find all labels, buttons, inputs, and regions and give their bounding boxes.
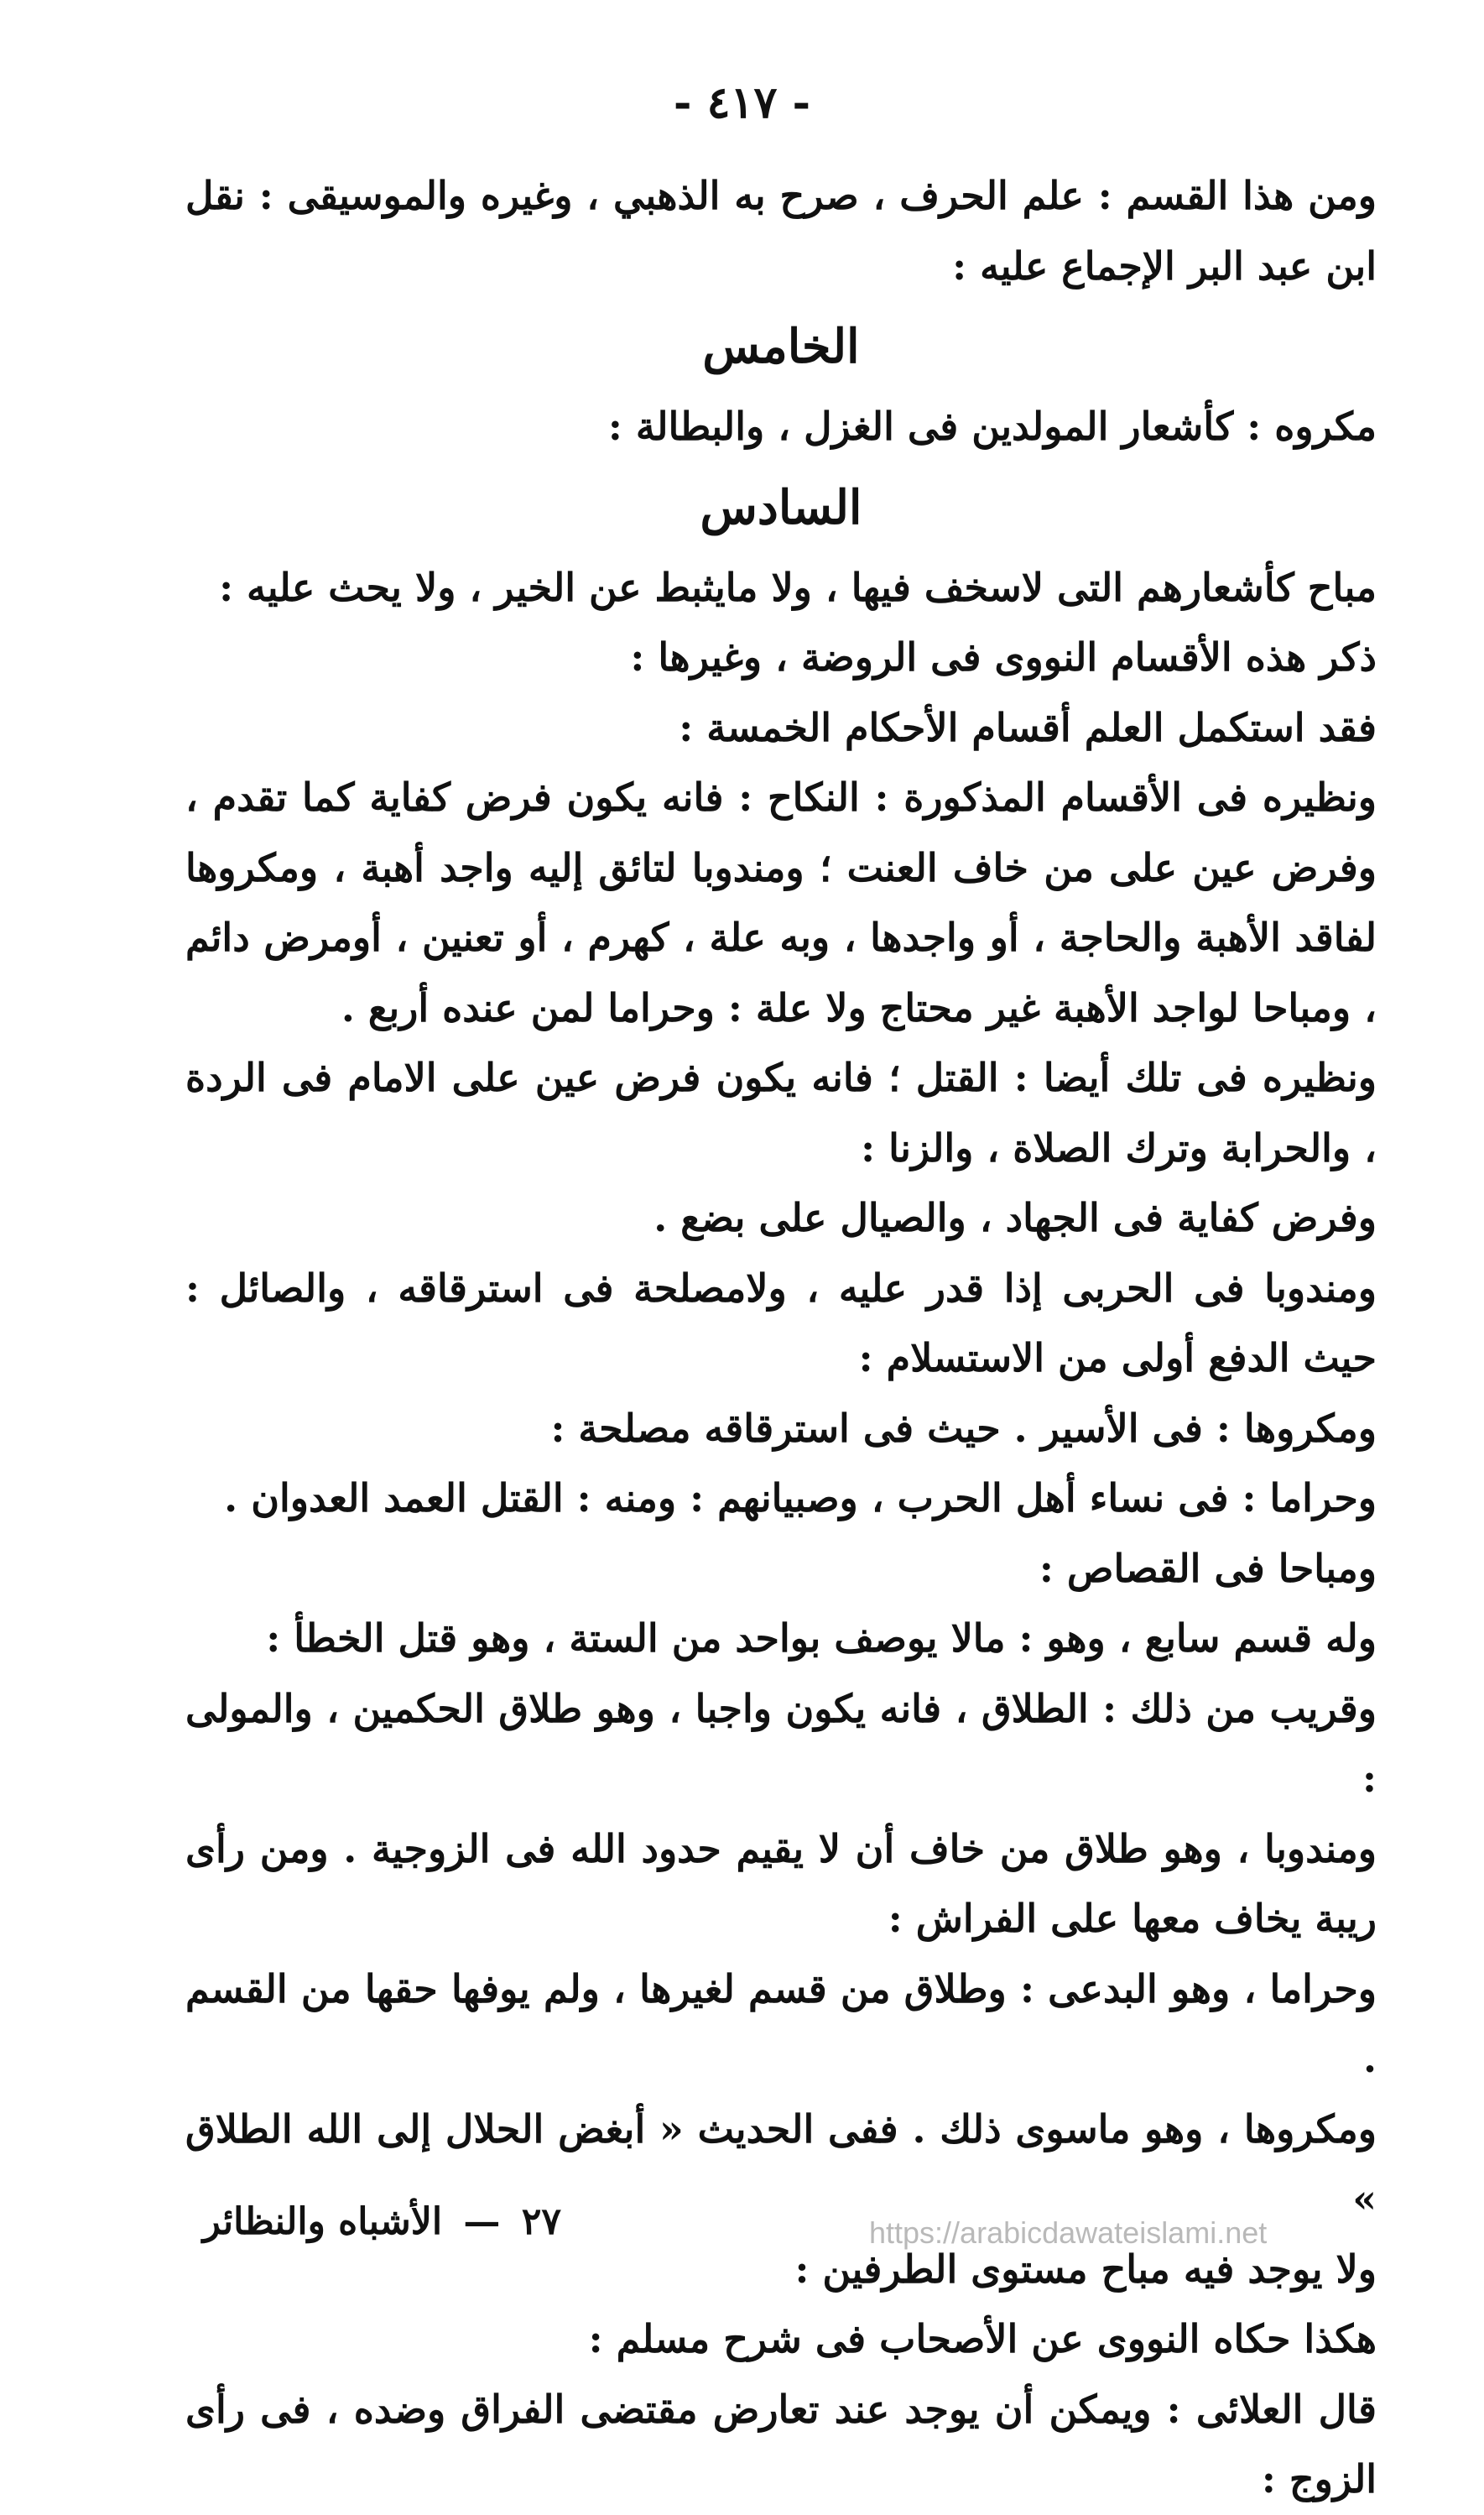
footer-signature <box>203 2200 561 2243</box>
body-text <box>185 161 1377 2515</box>
paragraph: هكذا حكاه النووى عن الأصحاب فى شرح مسلم : <box>588 2316 1377 2361</box>
paragraph: وحراما : فى نساء أهل الحرب ، وصبيانهم : ومنه : القتل العمد العدوان . <box>224 1475 1377 1521</box>
paragraph: ومندوبا ، وهو طلاق من خاف أن لا يقيم حدود الله فى الزوجية . ومن رأى ريبة يخاف معها على الفراش : <box>185 1825 1377 1941</box>
paragraph: ونظيره فى تلك أيضا : القتل ؛ فانه يكون فرض عين على الامام فى الردة ، والحرابة وترك الصلاة ، والزنا : <box>185 1055 1377 1171</box>
paragraph: فقد استكمل العلم أقسام الأحكام الخمسة : <box>679 704 1377 750</box>
paragraph: ونظيره فى الأقسام المذكورة : النكاح : فانه يكون فرض كفاية كما تقدم ، وفرض عين على من خاف العنت ؛ ومندوبا لتائق إليه واجد أهبة ، ومكروها لفاقد الأهبة والحاجة ، أو واجدها ، وبه علة ، كهرم ، أو تعنين ، أومرض دائم ، ومباحا لواجد الأهبة غير محتاج ولا علة : وحراما لمن عنده أربع . <box>185 775 1377 1031</box>
paragraph: ومباحا فى القصاص : <box>1039 1545 1377 1591</box>
paragraph: ومكروها : فى الأسير . حيث فى استرقاقه مصلحة : <box>550 1405 1377 1451</box>
footer-dash: — <box>463 2200 501 2243</box>
section-heading: الخامس <box>702 319 860 374</box>
paragraph: وحراما ، وهو البدعى : وطلاق من قسم لغيرها ، ولم يوفها حقها من القسم . <box>185 1965 1377 2081</box>
paragraph: وفرض كفاية فى الجهاد ، والصيال على بضع . <box>653 1195 1377 1240</box>
paragraph: مباح كأشعارهم التى لاسخف فيها ، ولا مايثبط عن الخير ، ولا يحث عليه : <box>219 564 1377 610</box>
section-heading: السادس <box>700 479 862 535</box>
paragraph: ومن هذا القسم : علم الحرف ، صرح به الذهبي ، وغيره والموسيقى : نقل ابن عبد البر الإجماع عليه : <box>185 173 1377 289</box>
book-title: الأشباه والنظائر <box>202 2200 443 2243</box>
paragraph: ذكر هذه الأقسام النووى فى الروضة ، وغيرها : <box>630 634 1377 680</box>
paragraph: ولا يوجد فيه مباح مستوى الطرفين : <box>794 2246 1377 2292</box>
paragraph: مكروه : كأشعار المولدين فى الغزل ، والبطالة : <box>607 404 1377 449</box>
paragraph: ومكروها ، وهو ماسوى ذلك . ففى الحديث « أبغض الحلال إلى الله الطلاق » <box>185 2105 1377 2221</box>
paragraph: ومندوبا فى الحربى إذا قدر عليه ، ولامصلحة فى استرقاقه ، والصائل : حيث الدفع أولى من الاستسلام : <box>185 1265 1377 1380</box>
watermark-url: https://arabicdawateislami.net <box>869 2215 1268 2250</box>
page-number: - ٤١٧ - <box>673 77 811 128</box>
signature-number: ٢٧ <box>521 2200 561 2243</box>
paragraph: وله قسم سابع ، وهو : مالا يوصف بواحد من الستة ، وهو قتل الخطأ : <box>266 1615 1377 1661</box>
paragraph: قال العلائى : ويمكن أن يوجد عند تعارض مقتضى الفراق وضده ، فى رأى الزوج : <box>185 2386 1377 2502</box>
paragraph: وقريب من ذلك : الطلاق ، فانه يكون واجبا ، وهو طلاق الحكمين ، والمولى : <box>185 1685 1377 1801</box>
